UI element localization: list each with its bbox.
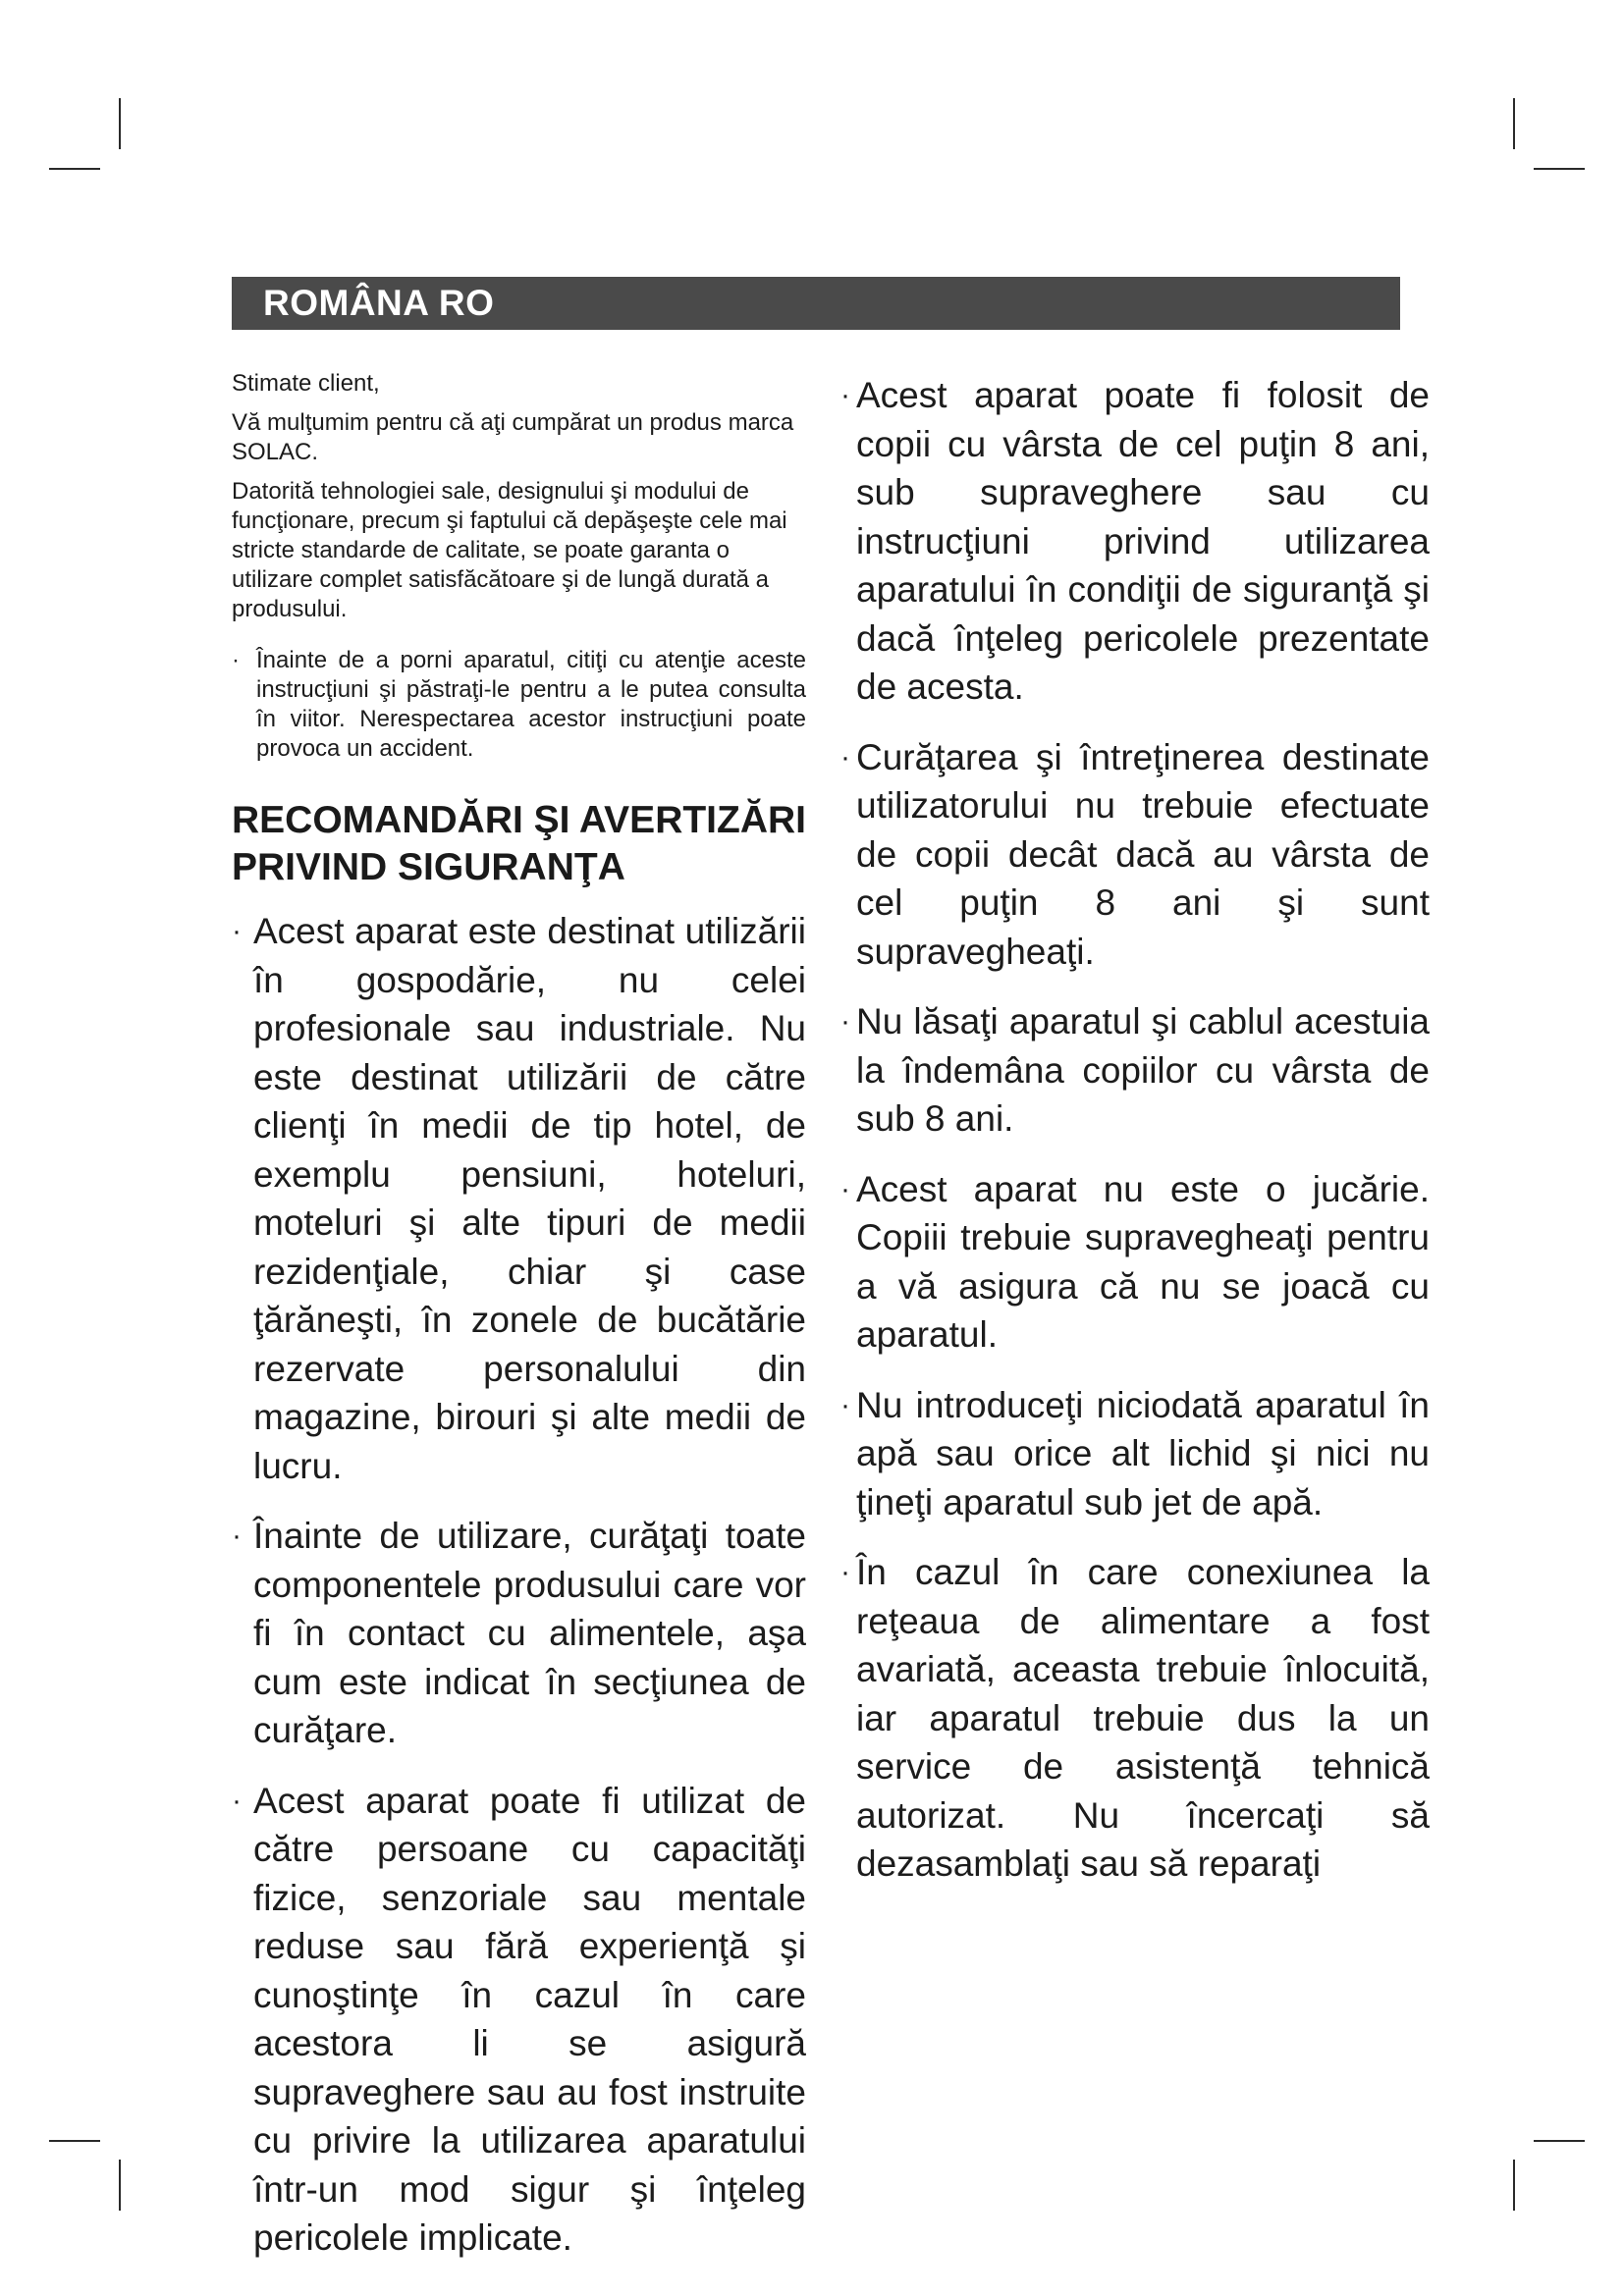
crop-mark xyxy=(1513,2160,1515,2211)
list-item xyxy=(840,371,1430,712)
list-item xyxy=(840,997,1430,1144)
crop-mark xyxy=(119,2160,121,2211)
list-item xyxy=(840,1165,1430,1360)
list-item xyxy=(232,907,806,1490)
list-item-text: Nu lăsaţi aparatul şi cablul acestuia la îndemâna copiilor cu vârsta de sub 8 ani. xyxy=(856,1001,1430,1139)
list-item-text: Înainte de utilizare, curăţaţi toate componentele produsului care vor fi în contact cu alimentele, aşa cum este indicat în secţiunea de curăţare. xyxy=(253,1516,806,1750)
bullet-marker: · xyxy=(232,1520,242,1552)
bullet-marker: · xyxy=(840,1388,850,1421)
language-header: ROMÂNA RO xyxy=(232,277,1400,330)
list-item xyxy=(840,1381,1430,1527)
bullet-marker: · xyxy=(840,1005,850,1038)
intro-bullet xyxy=(232,646,806,764)
bullet-marker: · xyxy=(840,740,850,774)
list-item xyxy=(840,733,1430,977)
right-column-content xyxy=(840,371,1430,1910)
bullet-marker: · xyxy=(232,647,240,673)
list-item-text: Acest aparat nu este o jucărie. Copiii trebuie supravegheaţi pentru a vă asigura că nu se joacă cu aparatul. xyxy=(856,1168,1430,1355)
crop-mark xyxy=(49,2140,100,2142)
bullet-marker: · xyxy=(232,1784,242,1817)
crop-mark xyxy=(1513,98,1515,149)
list-item-text: În cazul în care conexiunea la reţeaua de alimentare a fost avariată, aceasta trebuie înlocuită, iar aparatul trebuie dus la un service de asistenţă tehnică autorizat. Nu încercaţi să dezasamblaţi sau să reparaţi xyxy=(856,1552,1430,1884)
list-item xyxy=(232,1777,806,2263)
bullet-marker: · xyxy=(232,915,242,947)
crop-mark xyxy=(1534,168,1585,170)
thanks-text: Vă mulţumim pentru că aţi cumpărat un produs marca SOLAC. xyxy=(232,409,794,465)
list-item-text: Acest aparat poate fi utilizat de către persoane cu capacităţi fizice, senzoriale sau mentale reduse sau fără experienţă şi cunoştinţe în cazul în care acestora li se asigură supraveghere sau au fost instruite cu privire la utilizarea aparatului într-un mod sigur şi înţeleg pericolele implicate. xyxy=(253,1780,806,2258)
bullet-marker: · xyxy=(840,379,850,411)
list-item xyxy=(232,1512,806,1755)
list-item-text: Acest aparat poate fi folosit de copii cu vârsta de cel puţin 8 ani, sub supraveghere sau cu instrucţiuni privind utilizarea aparatului în condiţii de siguranţă şi dacă înţeleg pericolele prezentate de acesta. xyxy=(856,375,1430,707)
list-item-text: Curăţarea şi întreţinerea destinate utilizatorului nu trebuie efectuate de copii decât dacă au vârsta de cel puţin 8 ani şi sunt supravegheaţi. xyxy=(856,736,1430,972)
crop-mark xyxy=(1534,2140,1585,2142)
section-title: RECOMANDĂRI ŞI AVERTIZĂRI PRIVIND SIGURANŢA xyxy=(232,799,806,888)
bullet-marker: · xyxy=(840,1556,850,1588)
list-item xyxy=(840,1548,1430,1889)
intro-bullet-text: Înainte de a porni aparatul, citiţi cu atenţie aceste instrucţiuni şi păstraţi-le pentru a le putea consulta în viitor. Nerespectarea acestor instrucţiuni poate provoca un accident. xyxy=(256,647,806,762)
list-item-text: Nu introduceţi niciodată aparatul în apă sau orice alt lichid şi nici nu ţineţi aparatul sub jet de apă. xyxy=(856,1384,1430,1522)
crop-mark xyxy=(119,98,121,149)
greeting: Stimate client, xyxy=(232,370,380,397)
crop-mark xyxy=(49,168,100,170)
list-item-text: Acest aparat este destinat utilizării în gospodărie, nu celei profesionale sau industriale. Nu este destinat utilizării de către clienţi în medii de tip hotel, de exemplu pensiuni, hoteluri, moteluri şi alte tipuri de medii rezidenţiale, chiar şi case ţărăneşti, în zonele de bucătărie rezervate personalului din magazine, birouri şi alte medii de lucru. xyxy=(253,911,806,1486)
bullet-marker: · xyxy=(840,1172,850,1205)
left-column xyxy=(232,361,806,2284)
intro-paragraph: Datorită tehnologiei sale, designului şi modului de funcţionare, precum şi faptului că depăşeşte cele mai stricte standarde de calitate, se poate garanta o utilizare complet satisfăcătoare şi de lungă durată a produsului. xyxy=(232,478,787,622)
